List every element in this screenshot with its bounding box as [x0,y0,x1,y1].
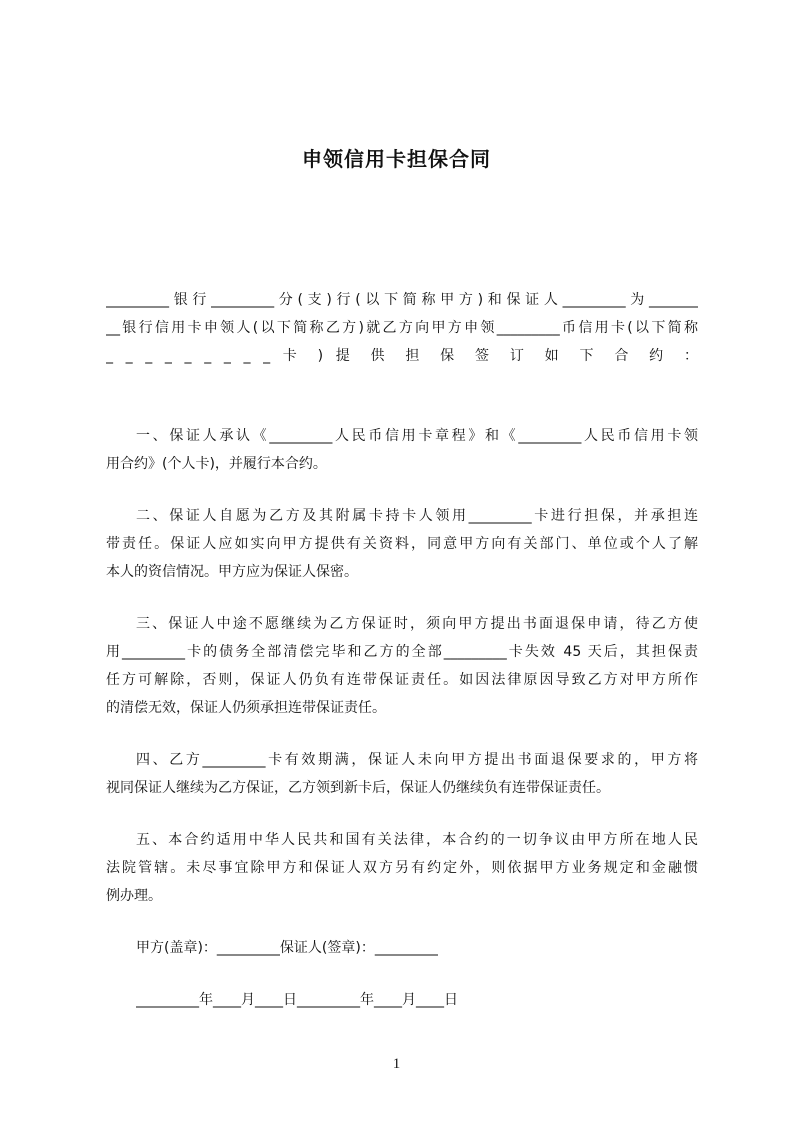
clause-2-line-1: 二、保证人自愿为乙方及其附属卡持卡人领用_________卡进行担保，并承担连 [136,508,698,524]
clause-4-line-1: 四、乙方_________卡有效期满，保证人未向甲方提出书面退保要求的，甲方将 [136,752,698,768]
preamble-line-2: __银行信用卡申领人(以下简称乙方)就乙方向甲方申领_________币信用卡(以下简称 [106,320,698,336]
date-line: _________年____月____日_________年____月____日 [136,992,458,1008]
clause-3-line-3: 任方可解除，否则，保证人仍负有连带保证责任。如因法律原因导致乙方对甲方所作 [106,672,698,688]
page-number: 1 [392,1056,401,1072]
signature-line: 甲方(盖章)：_________保证人(签章)：_________ [136,940,438,956]
preamble-line-3: _ _ _ _ _ _ _ _ _ 卡 ) 提 供 担 保 签 订 如 下 合 约 ： [106,348,698,364]
clause-3-line-4: 的清偿无效，保证人仍须承担连带保证责任。 [106,700,386,716]
clause-2-line-2: 带责任。保证人应如实向甲方提供有关资料，同意甲方向有关部门、单位或个人了解 [106,536,698,552]
clause-2-line-3: 本人的资信情况。甲方应为保证人保密。 [106,564,358,580]
preamble-line-1: _________银行_________分(支)行(以下简称甲方)和保证人_________为_______ [106,292,698,308]
clause-1-line-1: 一、保证人承认《_________人民币信用卡章程》和《_________人民币信用卡领 [136,428,698,444]
document-title: 申领信用卡担保合同 [302,147,491,171]
clause-4-line-2: 视同保证人继续为乙方保证，乙方领到新卡后，保证人仍继续负有连带保证责任。 [106,780,610,796]
clause-3-line-2: 用_________卡的债务全部清偿完毕和乙方的全部_________卡失效 45 天后，其担保责 [106,644,698,660]
clause-5-line-2: 法院管辖。未尽事宜除甲方和保证人双方另有约定外，则依据甲方业务规定和金融惯 [106,860,698,876]
clause-3-line-1: 三、保证人中途不愿继续为乙方保证时，须向甲方提出书面退保申请，待乙方使 [136,616,698,632]
clause-1-line-2: 用合约》(个人卡)，并履行本合约。 [106,456,327,472]
clause-5-line-1: 五、本合约适用中华人民共和国有关法律，本合约的一切争议由甲方所在地人民 [136,832,698,848]
clause-5-line-3: 例办理。 [106,888,162,904]
